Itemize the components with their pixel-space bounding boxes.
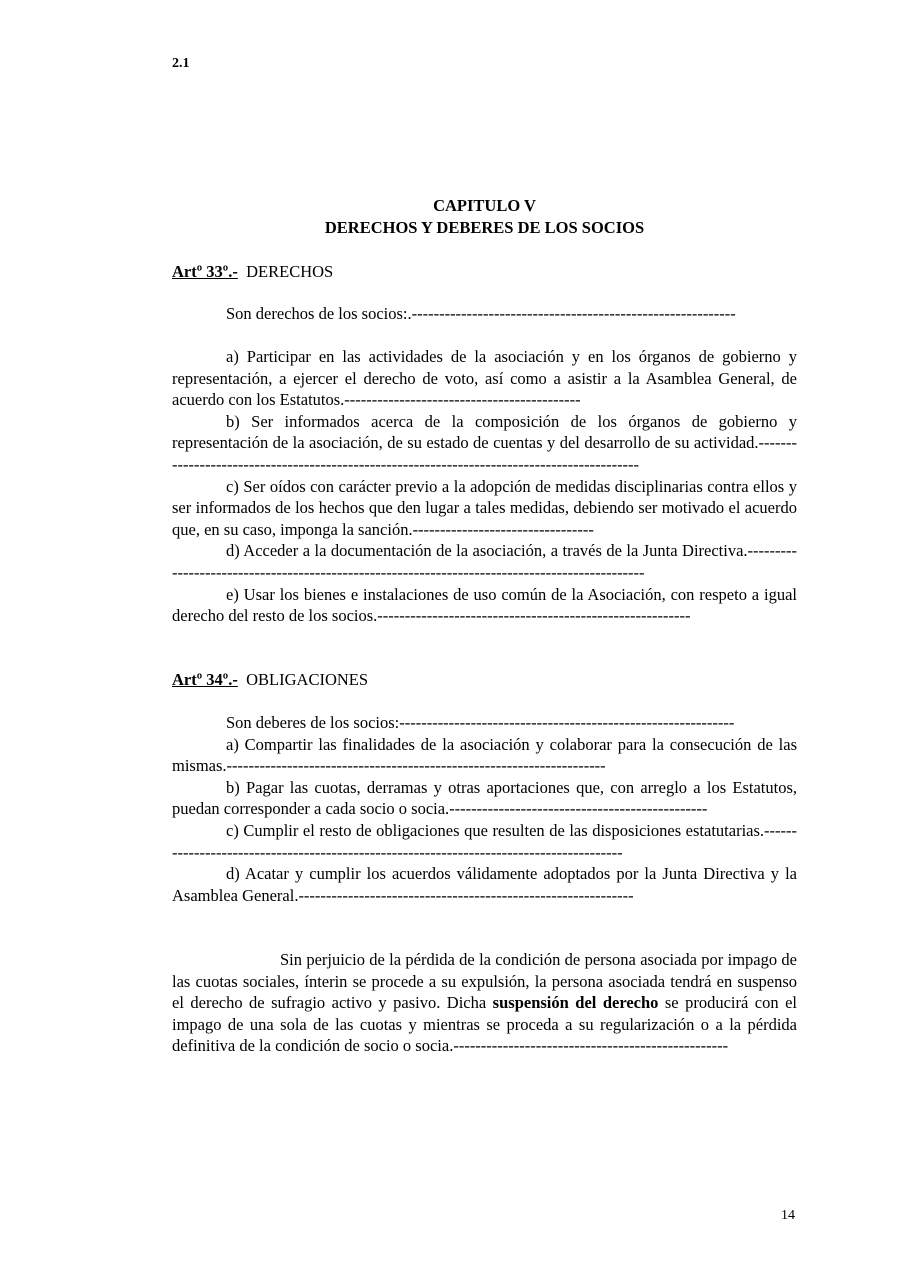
article-34-item-a: a) Compartir las finalidades de la asociación y colaborar para la consecución de las mismas.---------------------------------------------------------------------	[172, 734, 797, 776]
note-part-2: se producirá con el impago de una sola de las cuotas y mientras se proceda a su regularización o a la pérdida definitiva de la condición de socio o socia.--------------------------------------------------	[172, 993, 797, 1056]
section-number: 2.1	[172, 56, 190, 71]
article-33-item-c: c) Ser oídos con carácter previo a la adopción de medidas disciplinarias contra ellos y ser informados de los hechos que den lugar a tales medidas, debiendo ser motivado el acuerdo que, en su caso, imponga la sanción.---------------------------------	[172, 476, 797, 539]
article-34-heading	[172, 669, 368, 691]
article-33-intro	[172, 303, 797, 325]
article-33-item-d: d) Acceder a la documentación de la asociación, a través de la Junta Directiva.-----------------------------------------------------------------------------------------------	[172, 541, 797, 582]
article-33-title: DERECHOS	[246, 262, 334, 281]
note-bold: suspensión del derecho	[492, 993, 659, 1013]
article-34-label: Artº 34º.-	[172, 670, 238, 689]
article-33-items	[172, 346, 797, 627]
article-33-heading	[172, 261, 333, 283]
note-part-1: Sin perjuicio de la pérdida de la condición de persona asociada por impago de las cuotas sociales, ínterin se procede a su expulsión, la persona asociada tendrá en suspenso el derecho de sufragio activo y pasivo. Dicha	[172, 950, 797, 1013]
article-34-item-c: c) Cumplir el resto de obligaciones que resulten de las disposiciones estatutarias.----------------------------------------------------------------------------------------	[172, 820, 797, 862]
article-33-item-b: b) Ser informados acerca de la composición de los órganos de gobierno y representación de la asociación, de su estado de cuentas y del desarrollo de su actividad.--------------------------------------------------------------------------------------------	[172, 411, 797, 474]
article-34-intro-text: Son deberes de los socios:-------------------------------------------------------------	[226, 713, 735, 732]
article-34-item-b: b) Pagar las cuotas, derramas y otras aportaciones que, con arreglo a los Estatutos, puedan corresponder a cada socio o socia.-----------------------------------------------	[172, 777, 797, 819]
article-34-item-d: d) Acatar y cumplir los acuerdos válidamente adoptados por la Junta Directiva y la Asamblea General.-------------------------------------------------------------	[172, 864, 797, 905]
page-number: 14	[781, 1208, 795, 1223]
article-33-item-a: a) Participar en las actividades de la asociación y en los órganos de gobierno y representación, a ejercer el derecho de voto, así como a asistir a la Asamblea General, de acuerdo con los Estatutos.-------------------------------------------	[172, 347, 797, 410]
suspension-note-text	[172, 949, 797, 1057]
chapter-title: CAPITULO V	[433, 196, 536, 215]
article-33-label: Artº 33º.-	[172, 262, 238, 281]
article-33-intro-text: Son derechos de los socios:.-----------------------------------------------------------	[226, 304, 736, 323]
article-34-title: OBLIGACIONES	[246, 670, 369, 689]
article-34-items	[172, 712, 797, 906]
chapter-subtitle: DERECHOS Y DEBERES DE LOS SOCIOS	[324, 218, 645, 237]
article-33-item-e: e) Usar los bienes e instalaciones de uso común de la Asociación, con respeto a igual derecho del resto de los socios.---------------------------------------------------------	[172, 584, 797, 626]
suspension-note	[172, 949, 797, 1057]
